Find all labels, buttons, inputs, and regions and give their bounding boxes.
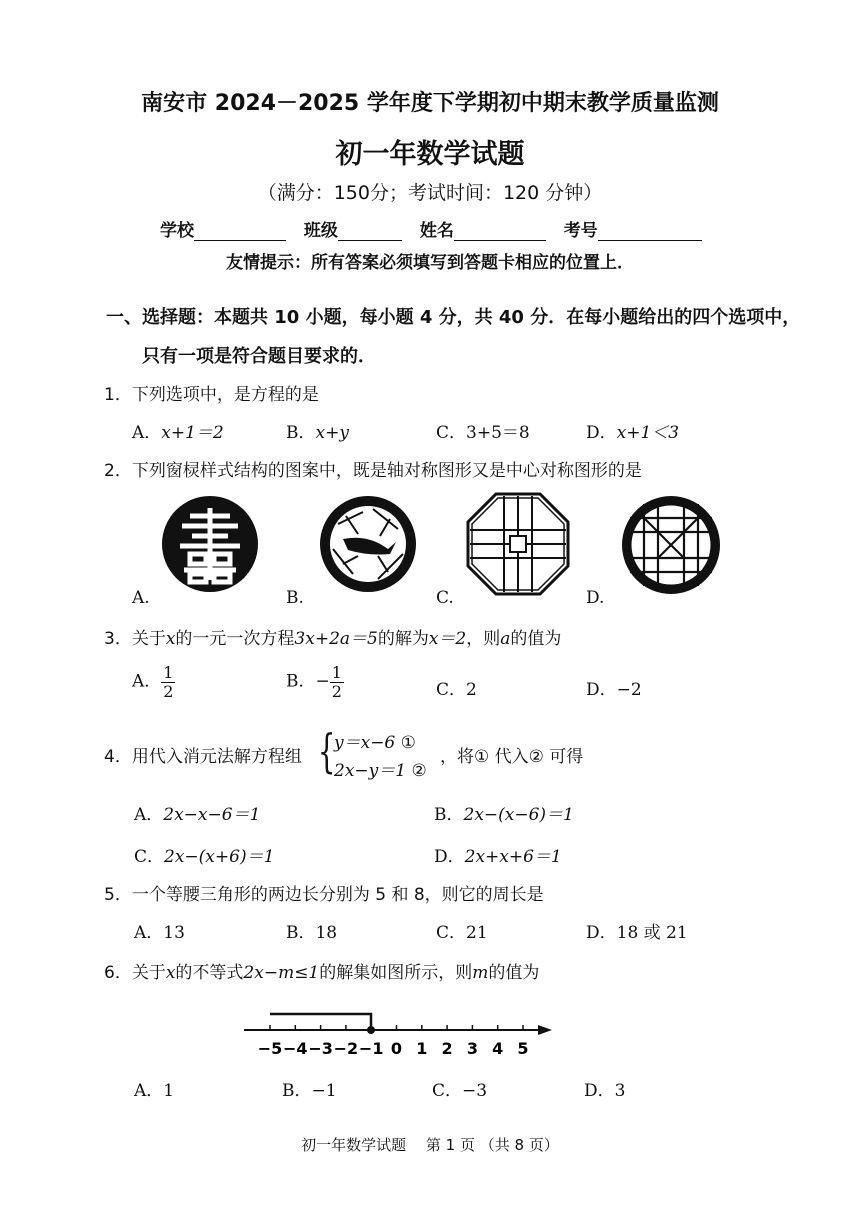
q2-label-d: D. xyxy=(586,588,605,608)
tick-label: 2 xyxy=(441,1039,453,1058)
q5-option-b: B．18 xyxy=(286,923,338,943)
q6-option-c: C．−3 xyxy=(432,1081,488,1101)
name-blank[interactable] xyxy=(454,224,546,241)
tick-label: 1 xyxy=(416,1039,428,1058)
number-line xyxy=(240,1006,560,1066)
q5-stem: 5．一个等腰三角形的两边长分别为 5 和 8，则它的周长是 xyxy=(104,885,544,905)
tick-label: −4 xyxy=(283,1039,308,1058)
q4-tail: ，将① 代入② 可得 xyxy=(440,747,584,767)
q3-stem: 3．关于x的一元一次方程3x+2a＝5的解为x＝2，则a的值为 xyxy=(104,629,562,649)
page-footer: 初一年数学试题 第 1 页 （共 8 页） xyxy=(301,1136,559,1154)
q5-option-a: A．13 xyxy=(134,923,185,943)
q4-stem: 4．用代入消元法解方程组 xyxy=(104,747,302,767)
name-label: 姓名 xyxy=(419,221,454,241)
friendly-tip: 友情提示：所有答案必须填写到答题卡相应的位置上． xyxy=(226,253,634,273)
q3-option-d: D．−2 xyxy=(586,680,642,700)
class-blank[interactable] xyxy=(338,224,402,241)
q4-option-a: A．2x−x−6＝1 xyxy=(134,805,261,825)
q4-eq1: y＝x−6 ① xyxy=(334,733,416,753)
q3-option-c: C．2 xyxy=(436,680,477,700)
window-pattern-c xyxy=(466,492,570,596)
q2-stem: 2．下列窗棂样式结构的图案中，既是轴对称图形又是中心对称图形的是 xyxy=(104,461,642,481)
window-pattern-d xyxy=(620,494,722,596)
q6-option-d: D．3 xyxy=(584,1081,626,1101)
tick-label: 4 xyxy=(492,1039,504,1058)
class-label: 班级 xyxy=(303,221,338,241)
q5-option-c: C．21 xyxy=(436,923,488,943)
tick-label: 0 xyxy=(390,1039,403,1058)
section-heading-cont: 只有一项是符合题目要求的． xyxy=(142,346,376,367)
window-pattern-b xyxy=(318,494,418,594)
tick-label: 5 xyxy=(517,1039,529,1058)
school-blank[interactable] xyxy=(194,224,286,241)
q1-option-b: B．x+y xyxy=(286,423,349,443)
q5-option-d: D．18 或 21 xyxy=(586,923,688,943)
q6-option-a: A．1 xyxy=(134,1081,175,1101)
q1-option-c: C．3+5＝8 xyxy=(436,423,530,443)
tick-label: −1 xyxy=(358,1039,384,1058)
q3-option-a: A． $\frac{1}{2}$ xyxy=(132,663,174,701)
exam-number-label: 考号 xyxy=(563,221,598,241)
q4-option-c: C．2x−(x+6)＝1 xyxy=(134,847,275,867)
tick-label: −2 xyxy=(333,1039,359,1058)
tick-label: 3 xyxy=(466,1039,478,1058)
q3-option-b: B．− $\frac{1}{2}$ xyxy=(286,663,342,701)
q1-stem: 1．下列选项中，是方程的是 xyxy=(104,385,319,405)
q1-option-a: A．x+1＝2 xyxy=(132,423,224,443)
q4-option-d: D．2x+x+6＝1 xyxy=(434,847,562,867)
q6-stem: 6．关于x的不等式2x−m≤1的解集如图所示，则m的值为 xyxy=(104,963,540,983)
q2-label-c: C. xyxy=(436,588,454,608)
q2-label-a: A. xyxy=(132,588,150,608)
school-label: 学校 xyxy=(160,221,194,241)
section-heading: 一、选择题：本题共 10 小题，每小题 4 分，共 40 分．在每小题给出的四个选项中， xyxy=(106,307,801,328)
exam-number-blank[interactable] xyxy=(598,224,702,241)
tick-label: −5 xyxy=(257,1039,283,1058)
number-line-arrow xyxy=(538,1025,552,1035)
q4-brace: { xyxy=(317,724,336,778)
q1-option-d: D．x+1＜3 xyxy=(586,423,680,443)
q4-eq2: 2x−y＝1 ② xyxy=(334,761,427,781)
exam-info: （满分：150分；考试时间：120 分钟） xyxy=(257,182,603,204)
window-pattern-a xyxy=(160,494,260,594)
q6-option-b: B．−1 xyxy=(282,1081,337,1101)
tick-label: −3 xyxy=(308,1039,333,1058)
q4-option-b: B．2x−(x−6)＝1 xyxy=(434,805,574,825)
q2-label-b: B. xyxy=(286,588,304,608)
exam-header-title: 南安市 2024－2025 学年度下学期初中期末教学质量监测 xyxy=(141,91,719,116)
student-info-fields xyxy=(160,216,714,241)
exam-subject-title: 初一年数学试题 xyxy=(335,139,525,170)
